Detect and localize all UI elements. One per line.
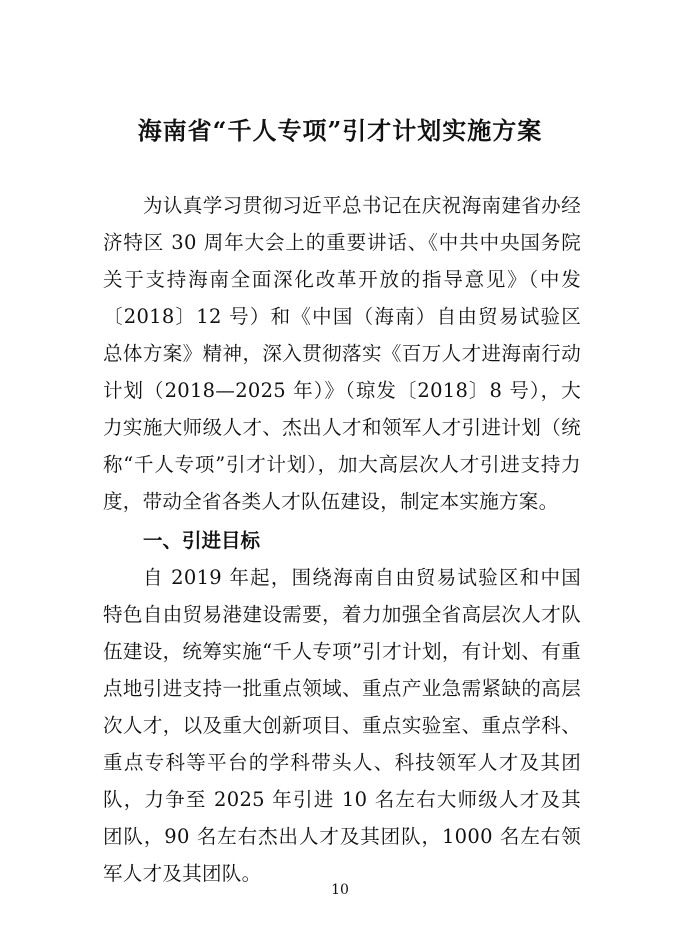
- section-heading: 一、引进目标: [143, 529, 261, 552]
- page-number: 10: [331, 882, 349, 898]
- intro-paragraph: 为认真学习贯彻习近平总书记在庆祝海南建省办经济特区 30 周年大会上的重要讲话、《中共中央国务院关于支持海南全面深化改革开放的指导意见》（中发〔2018〕12 号）和《中国（海南）自由贸易试验区总体方案》精神，深入贯彻落实《百万人才进海南行动计划（2018—2025 年）》（琼发〔2018〕8 号），大力实施大师级人才、杰出人才和领军人才引进计划（统称“千人专项”引才计划），加大高层次人才引进支持力度，带动全省各类人才队伍建设，制定本实施方案。: [103, 194, 581, 513]
- section-paragraph: 自 2019 年起，围绕海南自由贸易试验区和中国特色自由贸易港建设需要，着力加强全省高层次人才队伍建设，统筹实施“千人专项”引才计划，有计划、有重点地引进支持一批重点领域、重点产业急需紧缺的高层次人才，以及重大创新项目、重点实验室、重点学科、重点专科等平台的学科带头人、科技领军人才及其团队，力争至 2025 年引进 10 名左右大师级人才及其团队，90 名左右杰出人才及其团队，1000 名左右领军人才及其团队。: [103, 566, 581, 885]
- document-title: 海南省“千人专项”引才计划实施方案: [137, 116, 543, 145]
